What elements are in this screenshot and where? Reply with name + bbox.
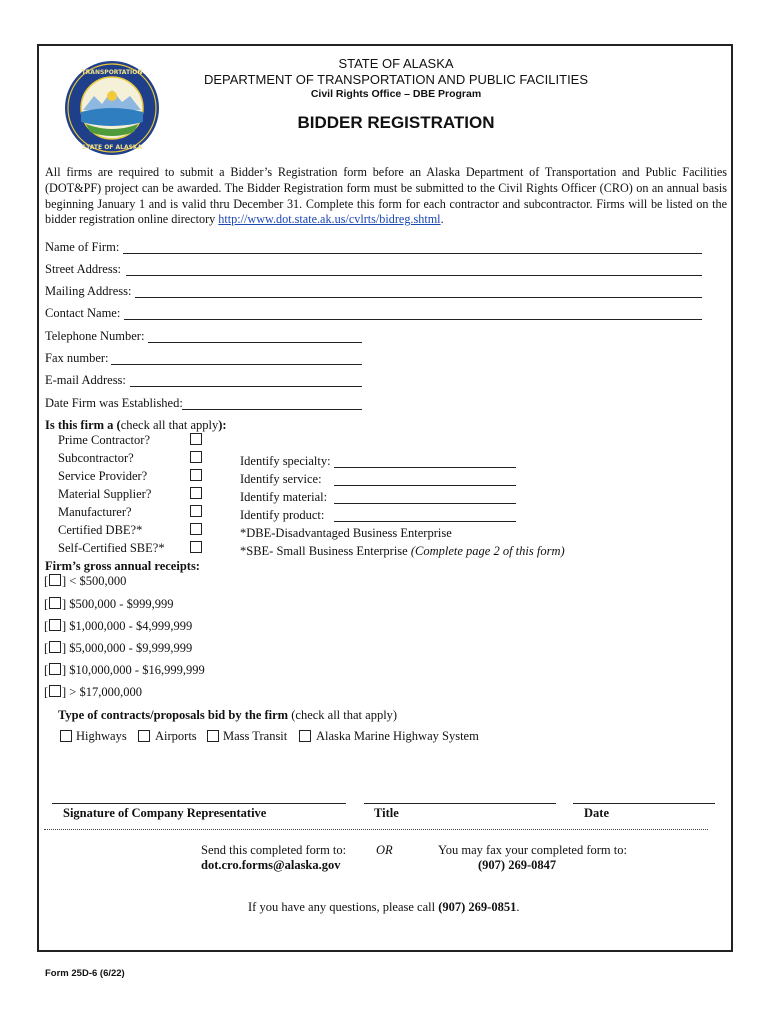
- date-field[interactable]: [573, 803, 715, 804]
- fax-number: (907) 269-0847: [478, 858, 557, 872]
- firm-type-heading-bold: Is this firm a (: [45, 418, 121, 432]
- street-address-label: Street Address:: [45, 262, 122, 276]
- subcontractor-checkbox[interactable]: [190, 451, 202, 463]
- prime-contractor-label: Prime Contractor?: [58, 433, 150, 447]
- receipts-500k-999k-label: ] $500,000 - $999,999: [62, 597, 174, 611]
- sbe-note: [240, 544, 565, 559]
- fax-label: Fax number:: [45, 351, 109, 365]
- identify-specialty-field[interactable]: [334, 467, 516, 468]
- fax-instructions: You may fax your completed form to:: [438, 843, 627, 857]
- email-field[interactable]: [130, 386, 362, 387]
- telephone-label: Telephone Number:: [45, 329, 145, 343]
- street-address-field[interactable]: [126, 275, 702, 276]
- date-label: Date: [584, 806, 609, 820]
- questions-end: .: [516, 900, 520, 914]
- airports-label: Airports: [155, 729, 197, 743]
- alaska-marine-highway-checkbox[interactable]: [299, 730, 311, 742]
- receipts-option-row: [44, 597, 48, 612]
- highways-checkbox[interactable]: [60, 730, 72, 742]
- send-instructions: Send this completed form to:: [201, 843, 347, 857]
- identify-service-field[interactable]: [334, 485, 516, 486]
- certified-dbe-checkbox[interactable]: [190, 523, 202, 535]
- mass-transit-checkbox[interactable]: [207, 730, 219, 742]
- intro-paragraph: [45, 165, 727, 228]
- service-provider-label: Service Provider?: [58, 469, 148, 483]
- subcontractor-label: Subcontractor?: [58, 451, 134, 465]
- receipts-5m-9m-label: ] $5,000,000 - $9,999,999: [62, 641, 193, 655]
- manufacturer-checkbox[interactable]: [190, 505, 202, 517]
- contact-name-label: Contact Name:: [45, 306, 121, 320]
- or-text: OR: [376, 843, 393, 857]
- department-heading: DEPARTMENT OF TRANSPORTATION AND PUBLIC FACILITIES: [203, 72, 589, 87]
- receipts-heading: Firm’s gross annual receipts:: [45, 559, 200, 573]
- receipts-under-500k-label: ] < $500,000: [62, 574, 127, 588]
- identify-service-label: Identify service:: [240, 472, 322, 486]
- firm-type-heading-end: ):: [218, 418, 227, 432]
- signature-field[interactable]: [52, 803, 346, 804]
- mailing-address-label: Mailing Address:: [45, 284, 132, 298]
- svg-text:TRANSPORTATION: TRANSPORTATION: [81, 69, 143, 76]
- bracket: [: [44, 641, 49, 655]
- receipts-option-row: [44, 685, 48, 700]
- fax-field[interactable]: [111, 364, 362, 365]
- form-number: Form 25D-6 (6/22): [45, 968, 125, 979]
- contracts-heading-normal: (check all that apply): [288, 708, 398, 722]
- material-supplier-checkbox[interactable]: [190, 487, 202, 499]
- alaska-dot-seal-icon: [64, 60, 160, 156]
- receipts-5m-9m-checkbox[interactable]: [49, 641, 61, 653]
- firm-type-heading: [45, 418, 227, 433]
- receipts-over-17m-label: ] > $17,000,000: [62, 685, 142, 699]
- receipts-1m-4m-label: ] $1,000,000 - $4,999,999: [62, 619, 193, 633]
- self-certified-sbe-checkbox[interactable]: [190, 541, 202, 553]
- receipts-option-row: [44, 663, 48, 678]
- telephone-field[interactable]: [148, 342, 362, 343]
- firm-name-field[interactable]: [123, 253, 702, 254]
- mailing-address-field[interactable]: [135, 297, 702, 298]
- manufacturer-label: Manufacturer?: [58, 505, 132, 519]
- sbe-note-italic: (Complete page 2 of this form): [410, 544, 565, 558]
- date-established-label: Date Firm was Established:: [45, 396, 183, 410]
- identify-material-field[interactable]: [334, 503, 516, 504]
- date-established-field[interactable]: [182, 409, 362, 410]
- intro-end: .: [440, 212, 444, 227]
- dbe-note: *DBE-Disadvantaged Business Enterprise: [240, 526, 452, 540]
- receipts-1m-4m-checkbox[interactable]: [49, 619, 61, 631]
- prime-contractor-checkbox[interactable]: [190, 433, 202, 445]
- form-title: BIDDER REGISTRATION: [297, 113, 495, 132]
- office-heading: Civil Rights Office – DBE Program: [310, 88, 482, 100]
- receipts-10m-16m-label: ] $10,000,000 - $16,999,999: [62, 663, 205, 677]
- directory-link[interactable]: http://www.dot.state.ak.us/cvlrts/bidreg.shtml: [218, 212, 441, 227]
- alaska-marine-highway-label: Alaska Marine Highway System: [316, 729, 479, 743]
- bracket: [: [44, 663, 49, 677]
- material-supplier-label: Material Supplier?: [58, 487, 152, 501]
- identify-product-field[interactable]: [334, 521, 516, 522]
- contracts-heading-bold: Type of contracts/proposals bid by the firm: [58, 708, 289, 722]
- questions-line: [248, 900, 519, 915]
- bracket: [: [44, 597, 49, 611]
- identify-material-label: Identify material:: [240, 490, 328, 504]
- sbe-note-text: *SBE- Small Business Enterprise: [240, 544, 411, 558]
- state-heading: STATE OF ALASKA: [338, 56, 454, 71]
- receipts-500k-999k-checkbox[interactable]: [49, 597, 61, 609]
- bracket: [: [44, 685, 49, 699]
- identify-specialty-label: Identify specialty:: [240, 454, 331, 468]
- questions-text: If you have any questions, please call: [248, 900, 439, 914]
- airports-checkbox[interactable]: [138, 730, 150, 742]
- svg-text:STATE OF ALASKA: STATE OF ALASKA: [81, 144, 143, 151]
- certified-dbe-label: Certified DBE?*: [58, 523, 143, 537]
- divider: [44, 829, 708, 830]
- service-provider-checkbox[interactable]: [190, 469, 202, 481]
- contracts-heading: [58, 708, 397, 723]
- self-certified-sbe-label: Self-Certified SBE?*: [58, 541, 165, 555]
- intro-text: All firms are required to submit a Bidder’s Registration form before an Alaska Department of Transportation and Public Facilities (DOT&PF) project can be awarded. The Bidder Registration form must be submitted to the Civil Rights Officer (CRO) on an annual basis beginning January 1 and is valid thru December 31. Complete this form for each contractor and subcontractor. Firms will be listed on the bidder registration online directory: [45, 165, 727, 227]
- highways-label: Highways: [76, 729, 127, 743]
- email-label: E-mail Address:: [45, 373, 126, 387]
- questions-phone: (907) 269-0851: [438, 900, 517, 914]
- firm-name-label: Name of Firm:: [45, 240, 120, 254]
- title-field[interactable]: [364, 803, 556, 804]
- signature-label: Signature of Company Representative: [63, 806, 267, 820]
- bracket: [: [44, 574, 49, 588]
- contact-name-field[interactable]: [124, 319, 702, 320]
- mass-transit-label: Mass Transit: [223, 729, 288, 743]
- firm-type-heading-normal: check all that apply: [120, 418, 219, 432]
- receipts-option-row: [44, 574, 48, 589]
- receipts-under-500k-checkbox[interactable]: [49, 574, 61, 586]
- receipts-option-row: [44, 619, 48, 634]
- send-email[interactable]: dot.cro.forms@alaska.gov: [201, 858, 341, 872]
- identify-product-label: Identify product:: [240, 508, 325, 522]
- bracket: [: [44, 619, 49, 633]
- receipts-over-17m-checkbox[interactable]: [49, 685, 61, 697]
- receipts-option-row: [44, 641, 48, 656]
- receipts-10m-16m-checkbox[interactable]: [49, 663, 61, 675]
- title-label: Title: [374, 806, 399, 820]
